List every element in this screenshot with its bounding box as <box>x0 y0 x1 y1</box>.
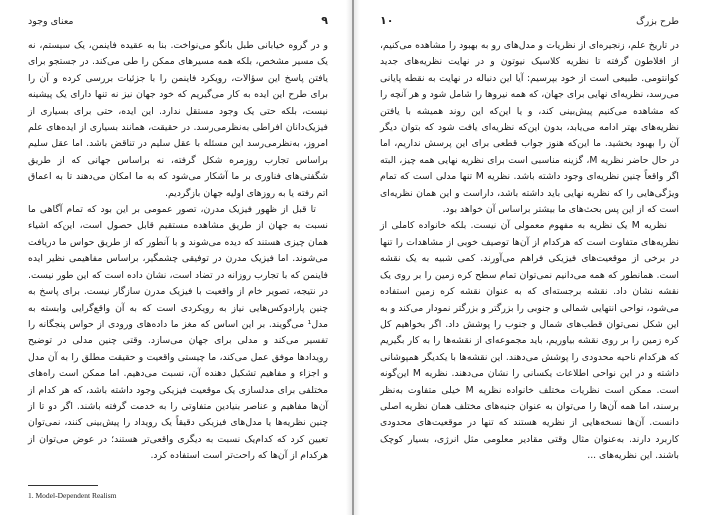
right-running-head <box>380 14 679 32</box>
paragraph: تا قبل از ظهور فیزیک مدرن، تصور عمومی بر این بود که تمام آگاهی ما نسبت به جهان از طریق مشاهده مستقیم قابل حصول است، این‌که اشیاء همان چیزی هستند که دیده می‌شوند و با آنطور که از طریق حواس ما دریافت می‌شوند. اما فیزیک مدرن در توفیقی چشمگیر، براساس مفاهیمی نظیر ایده فاینمن که با تجارب روزانه در تضاد است، نشان داده است که این طور نیست. در نتیجه، تصویر خام از واقعیت با فیزیک مدرن سازگار نیست. برای پاسخ به چنین پارادوکس‌هایی نیاز به رویکردی است که به آن واقع‌گرایی وابسته به مدل¹ می‌گویند. بر این اساس که مغز ما داده‌های ورودی از حواس پنجگانه را تفسیر می‌کند و مدلی برای جهان می‌سازد. وقتی چنین مدلی در توضیح رویدادها موفق عمل می‌کند، ما چیستی واقعیت و حقیقت مطلق را به آن مدل و اجزاء و مفاهیم تشکیل دهنده آن، نسبت می‌دهیم. اما ممکن است راه‌های مختلفی برای مدلسازی یک موقعیت فیزیکی وجود داشته باشد، که هر کدام از آن‌ها مفاهیم و عناصر بنیادین متفاوتی را به خدمت گرفته باشند. اگر دو تا از چنین نظریه‌ها یا مدل‌های فیزیکی دقیقاً یک رویداد را پیش‌بینی کنند، نمی‌توان تعیین کرد که کدام‌یک نسبت به دیگری واقعی‌تر هستند؛ در عوض می‌توان از هرکدام از آن‌ها که راحت‌تر است استفاده کرد. <box>28 204 328 462</box>
right-body-text <box>380 38 679 465</box>
left-running-head <box>28 14 328 32</box>
left-body-text <box>28 38 328 465</box>
paragraph: در تاریخ علم، زنجیره‌ای از نظریات و مدل‌های رو به بهبود را مشاهده می‌کنیم، از افلاطون گرفته تا نظریه کلاسیک نیوتون و در نهایت نظریه‌های جدید کوانتومی. طبیعی است از خود بپرسیم: آیا این دنباله در نهایت به نقطه پایانی می‌رسد، نظریه‌ای نهایی برای جهان، که همه نیروها را شامل شود و هر آنچه را که مشاهده می‌کنیم پیش‌بینی کند، و یا این‌که این روند همیشه با یافتن نظریه‌های بهتر ادامه می‌یابد، بدون این‌که نظریه‌ای یافت شود که بتوان دیگر آن را بهبود بخشید. ما این‌که هنوز جواب قطعی برای این پرسش نداریم، اما در حال حاضر نظریه M، گزینه مناسبی است برای نظریه نهایی همه چیز، البته اگر واقعاً چنین نظریه‌ای وجود داشته باشد. نظریه M تنها مدلی است که تمام ویژگی‌هایی را که نظریه نهایی باید داشته باشد، داراست و این همان نظریه‌ای است که از این پس بحث‌های ما بیشتر براساس آن خواهد بود. <box>380 40 679 216</box>
left-page-number: ۹ <box>321 14 328 27</box>
footnote-rule <box>28 485 98 486</box>
right-page-number: ۱۰ <box>380 14 394 27</box>
paragraph: و در گروه خیابانی طبل بانگو می‌نواخت. بنا به عقیده فاینمن، یک سیستم، نه یک مسیر مشخص، بلکه همه مسیرهای ممکن را طی می‌کند. در جستجو برای یافتن پاسخ این سؤالات، رویکرد فاینمن را با جزئیات بررسی کرده و آن را برای طرح این ایده به کار می‌گیریم که خود جهان نیز نه تنها دارای یک پیشینه نیست، بلکه حتی یک وجود مستقل ندارد. این ایده، حتی برای بسیاری از فیزیک‌دانان افراطی به‌نظرمی‌رسد. در حقیقت، همانند بسیاری از ایده‌های علم امروز، به‌نظرمی‌رسد این مسئله با عقل سلیم در تناقض باشد. اما عقل سلیم براساس تجارب روزمره شکل گرفته، نه براساس جهانی که از طریق شگفتی‌های فناوری بر ما آشکار می‌شود که به ما امکان می‌دهند تا به اعماق اتم رفته یا به روزهای اولیه جهان بازگردیم. <box>28 40 328 199</box>
right-page-title: طرح بزرگ <box>636 16 679 27</box>
left-page-title: معنای وجود <box>28 16 74 27</box>
footnote: 1. Model-Dependent Realism <box>28 490 117 500</box>
paragraph: نظریه M یک نظریه به مفهوم معمولی آن نیست. بلکه خانواده کاملی از نظریه‌های متفاوت است که هرکدام از آن‌ها توصیف خوبی از مشاهدات را تنها در برخی از موقعیت‌های فیزیکی فراهم می‌آورند. کمی شبیه به یک نقشه است. همانطور که همه می‌دانیم نمی‌توان تمام سطح کره زمین را بر روی یک نقشه نشان داد. نقشه برجسته‌ای که به عنوان نقشه کره زمین استفاده می‌شود، نواحی انتهایی شمالی و جنوبی را بزرگتر و بزرگتر نمودار می‌کند و به این شکل نمی‌توان قطب‌های شمال و جنوب را پوشش داد. اگر بخواهیم کل کره زمین را بر روی نقشه بیاوریم، باید مجموعه‌ای از نقشه‌ها را به کار بگیریم که هرکدام ناحیه محدودی را پوشش می‌دهند. این نقشه‌ها با یکدیگر همپوشانی داشته و در این نواحی اطلاعات یکسانی را نشان می‌دهند. نظریه M این‌گونه است. ممکن است نظریات مختلف خانواده نظریه M خیلی متفاوت به‌نظر برسند، اما همه آن‌ها را می‌توان به عنوان جنبه‌های مختلف همان نظریه اصلی دانست. آن‌ها نسخه‌هایی از نظریه هستند که تنها در موقعیت‌های محدودی کاربرد دارند. به‌عنوان مثال وقتی مقادیر معلومی مثل انرژی، بسیار کوچک باشند. این نظریه‌های ... <box>380 220 679 462</box>
left-page <box>0 0 352 515</box>
right-page <box>354 0 705 515</box>
